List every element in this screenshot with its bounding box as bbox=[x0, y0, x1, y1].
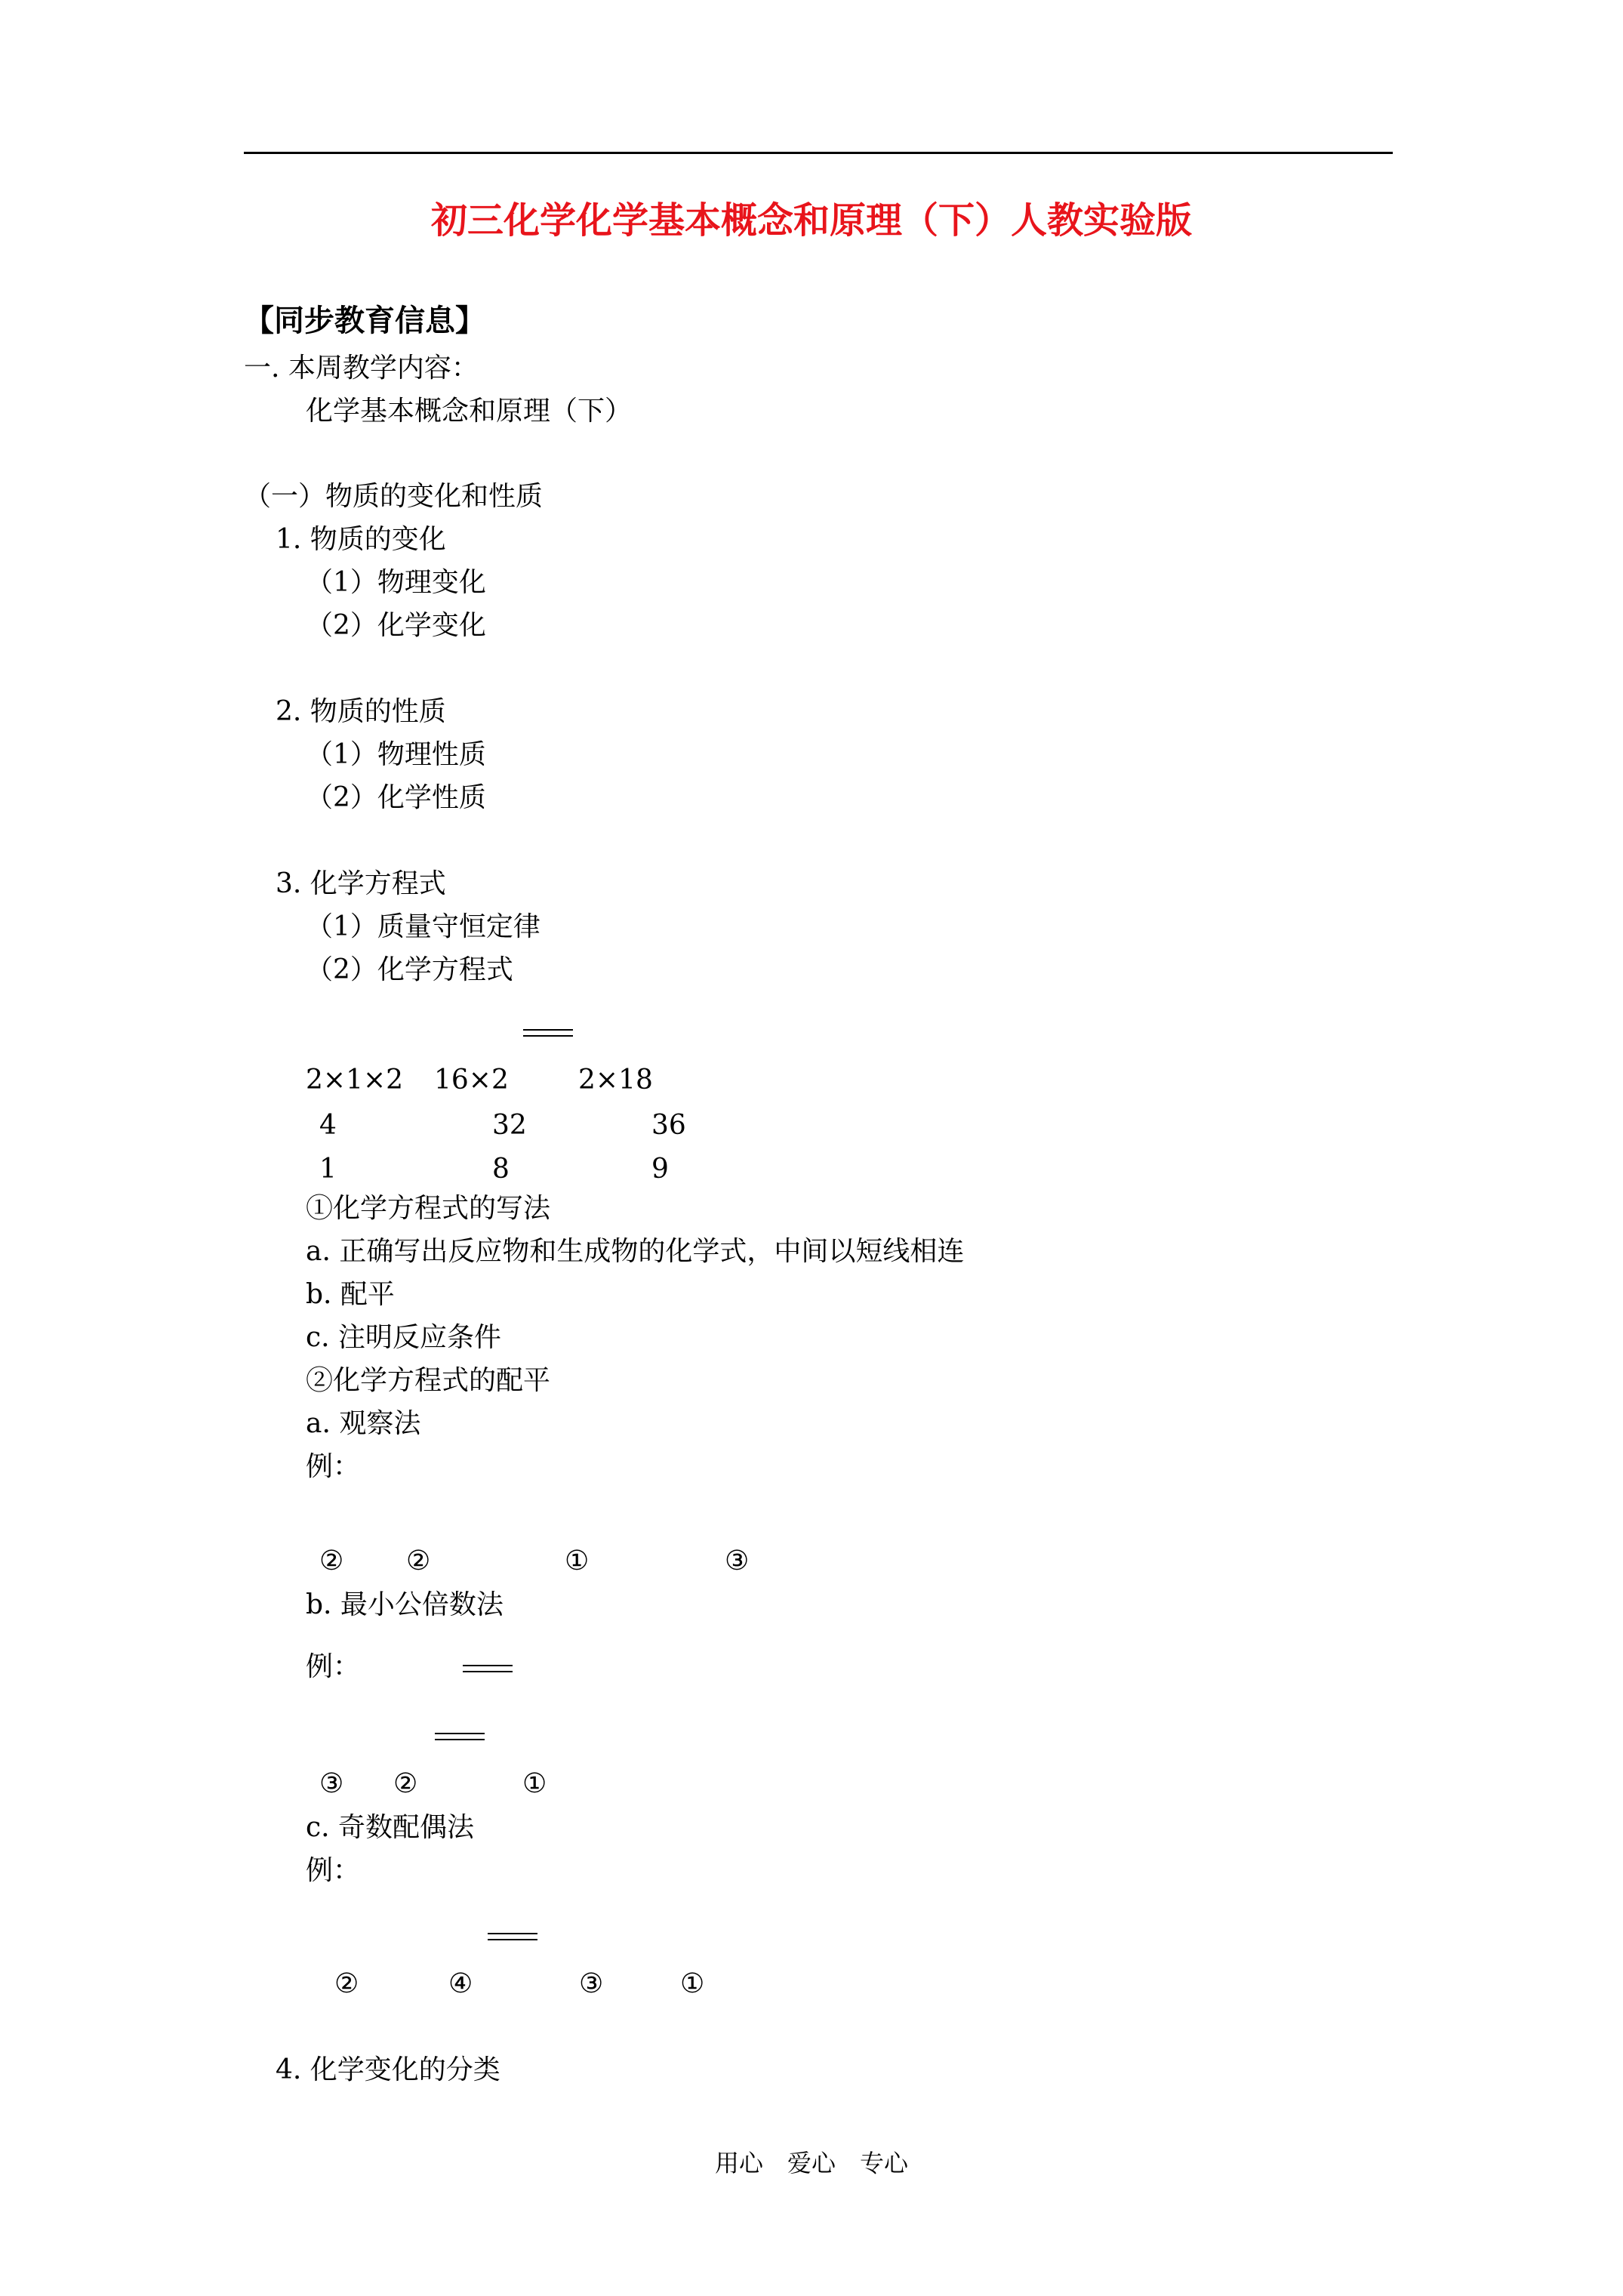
page-footer: 用心 爱心 专心 bbox=[714, 2149, 908, 2177]
equals-sign bbox=[523, 1029, 573, 1037]
section-header: 【同步教育信息】 bbox=[244, 303, 485, 338]
odd-even-method: c. 奇数配偶法 bbox=[306, 1812, 475, 1843]
observe-mark: ② bbox=[406, 1546, 431, 1576]
odd-even-mark: ③ bbox=[579, 1968, 604, 1999]
mass-row2-a: 4 bbox=[319, 1110, 337, 1141]
item3-sub2: （2）化学方程式 bbox=[306, 954, 513, 985]
page-title: 初三化学化学基本概念和原理（下）人教实验版 bbox=[430, 199, 1192, 242]
mass-row2-b: 32 bbox=[492, 1110, 527, 1141]
equals-sign bbox=[463, 1665, 513, 1672]
item2-sub1: （1）物理性质 bbox=[306, 739, 486, 770]
section-a-heading: （一）物质的变化和性质 bbox=[244, 481, 544, 512]
writing-heading: ①化学方程式的写法 bbox=[306, 1193, 551, 1224]
balancing-heading: ②化学方程式的配平 bbox=[306, 1365, 551, 1396]
mass-row1-c: 2×18 bbox=[578, 1065, 653, 1096]
lcm-example-label: 例： bbox=[306, 1651, 361, 1682]
item1-heading: 1. 物质的变化 bbox=[276, 524, 446, 555]
odd-even-mark: ① bbox=[680, 1968, 705, 1999]
item4-heading: 4. 化学变化的分类 bbox=[276, 2054, 500, 2085]
lcm-method: b. 最小公倍数法 bbox=[306, 1589, 504, 1620]
mass-row1-a: 2×1×2 bbox=[306, 1065, 404, 1096]
mass-row1-b: 16×2 bbox=[434, 1065, 509, 1096]
item2-heading: 2. 物质的性质 bbox=[276, 696, 446, 727]
observe-mark: ③ bbox=[725, 1546, 750, 1576]
item1-sub2: （2）化学变化 bbox=[306, 610, 486, 641]
odd-even-example-label: 例： bbox=[306, 1855, 361, 1886]
mass-row3-a: 1 bbox=[319, 1154, 337, 1185]
mass-row3-b: 8 bbox=[492, 1154, 510, 1185]
observe-mark: ① bbox=[565, 1546, 590, 1576]
part1-topic: 化学基本概念和原理（下） bbox=[306, 396, 633, 427]
observe-method: a. 观察法 bbox=[306, 1408, 421, 1439]
observe-mark: ② bbox=[319, 1546, 344, 1576]
lcm-mark: ① bbox=[522, 1768, 547, 1799]
header-rule bbox=[244, 152, 1393, 154]
lcm-mark: ② bbox=[393, 1768, 418, 1799]
writing-step-c: c. 注明反应条件 bbox=[306, 1322, 502, 1353]
odd-even-mark: ④ bbox=[448, 1968, 473, 1999]
item3-heading: 3. 化学方程式 bbox=[276, 868, 446, 899]
writing-step-a: a. 正确写出反应物和生成物的化学式，中间以短线相连 bbox=[306, 1236, 965, 1267]
item2-sub2: （2）化学性质 bbox=[306, 782, 486, 813]
item1-sub1: （1）物理变化 bbox=[306, 567, 486, 598]
observe-example-label: 例： bbox=[306, 1451, 361, 1482]
part1-heading: 一. 本周教学内容： bbox=[244, 353, 479, 384]
odd-even-mark: ② bbox=[334, 1968, 359, 1999]
equals-sign bbox=[435, 1733, 485, 1740]
writing-step-b: b. 配平 bbox=[306, 1279, 395, 1310]
equals-sign bbox=[488, 1933, 537, 1940]
lcm-mark: ③ bbox=[319, 1768, 344, 1799]
mass-row2-c: 36 bbox=[651, 1110, 686, 1141]
mass-row3-c: 9 bbox=[651, 1154, 669, 1185]
item3-sub1: （1）质量守恒定律 bbox=[306, 911, 540, 942]
